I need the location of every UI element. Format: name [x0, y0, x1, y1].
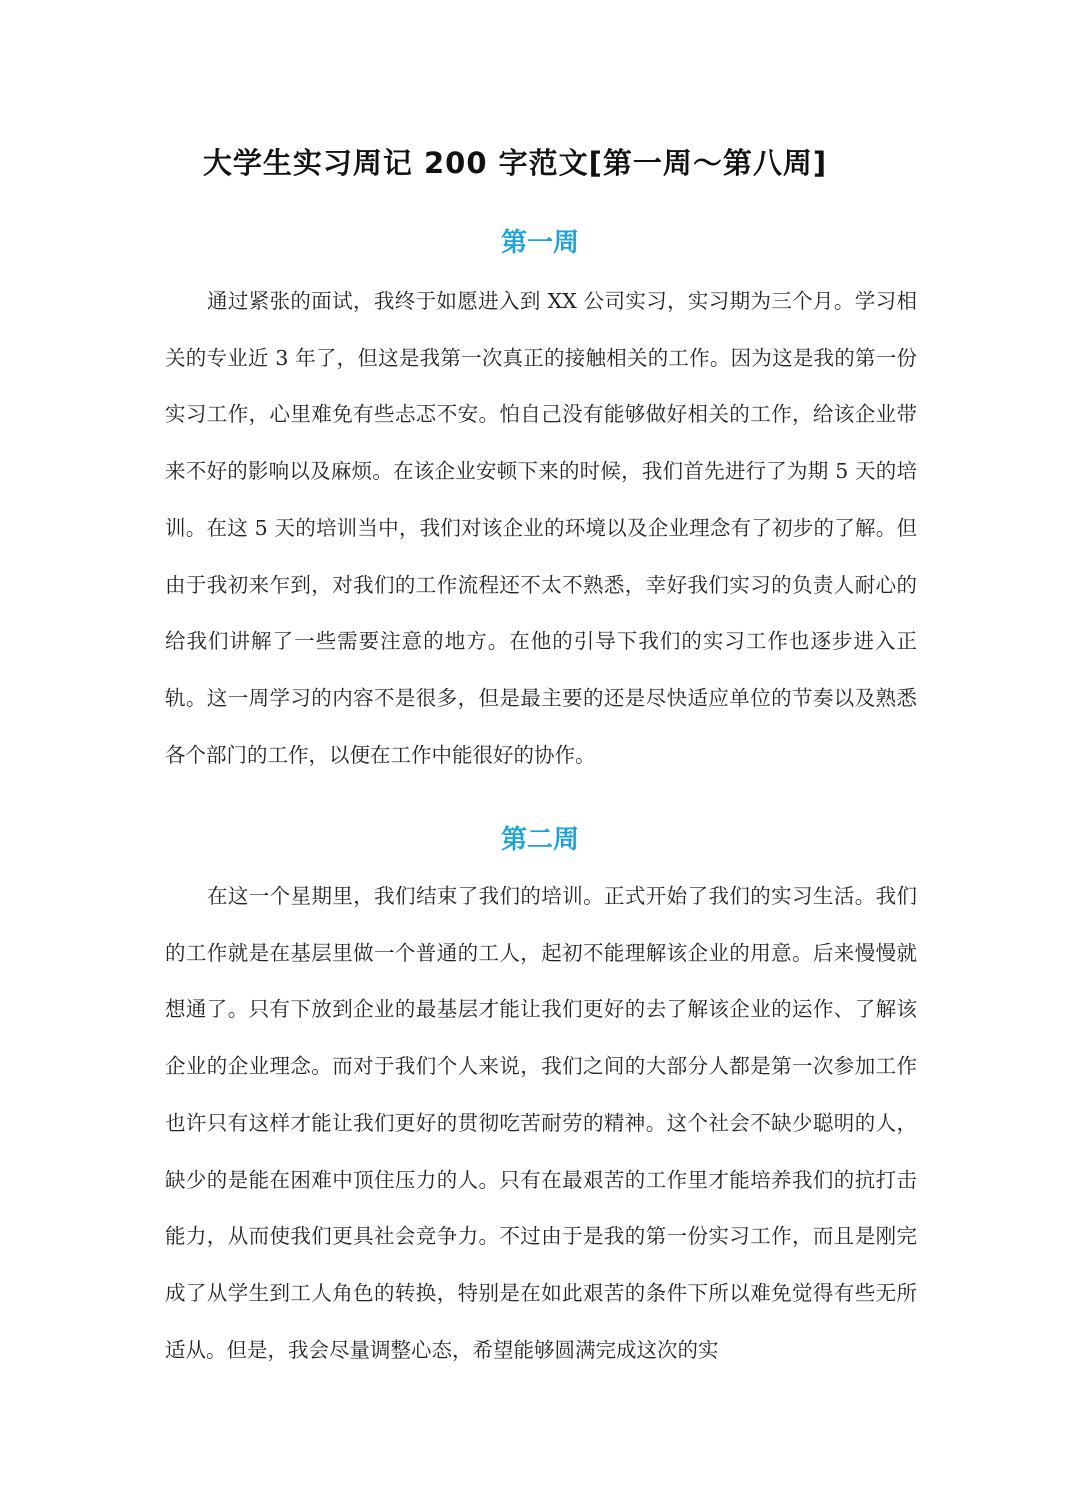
section-heading-week-1: 第一周 [500, 228, 579, 258]
section-body-week-1: 通过紧张的面试，我终于如愿进入到 XX 公司实习，实习期为三个月。学习相关的专业近 3 年了，但这是我第一次真正的接触相关的工作。因为这是我的第一份实习工作，心里难免有些忐忑不安。怕自己没有能够做好相关的工作，给该企业带来不好的影响以及麻烦。在该企业安顿下来的时候，我们首先进行了为期 5 天的培训。在这 5 天的培训当中，我们对该企业的环境以及企业理念有了初步的了解。但由于我初来乍到，对我们的工作流程还不太不熟悉，幸好我们实习的负责人耐心的给我们讲解了一些需要注意的地方。在他的引导下我们的实习工作也逐步进入正轨。这一周学习的内容不是很多，但是最主要的还是尽快适应单位的节奏以及熟悉各个部门的工作，以便在工作中能很好的协作。 [165, 289, 917, 767]
document-title: 大学生实习周记 200 字范文[第一周～第八周] [202, 146, 828, 180]
section-heading-week-2: 第二周 [500, 825, 579, 855]
section-body-week-2: 在这一个星期里，我们结束了我们的培训。正式开始了我们的实习生活。我们的工作就是在基层里做一个普通的工人，起初不能理解该企业的用意。后来慢慢就想通了。只有下放到企业的最基层才能让我们更好的去了解该企业的运作、了解该企业的企业理念。而对于我们个人来说，我们之间的大部分人都是第一次参加工作也许只有这样才能让我们更好的贯彻吃苦耐劳的精神。这个社会不缺少聪明的人，缺少的是能在困难中顶住压力的人。只有在最艰苦的工作里才能培养我们的抗打击能力，从而使我们更具社会竞争力。不过由于是我的第一份实习工作，而且是刚完成了从学生到工人角色的转换，特别是在如此艰苦的条件下所以难免觉得有些无所适从。但是，我会尽量调整心态，希望能够圆满完成这次的实 [165, 884, 917, 1362]
